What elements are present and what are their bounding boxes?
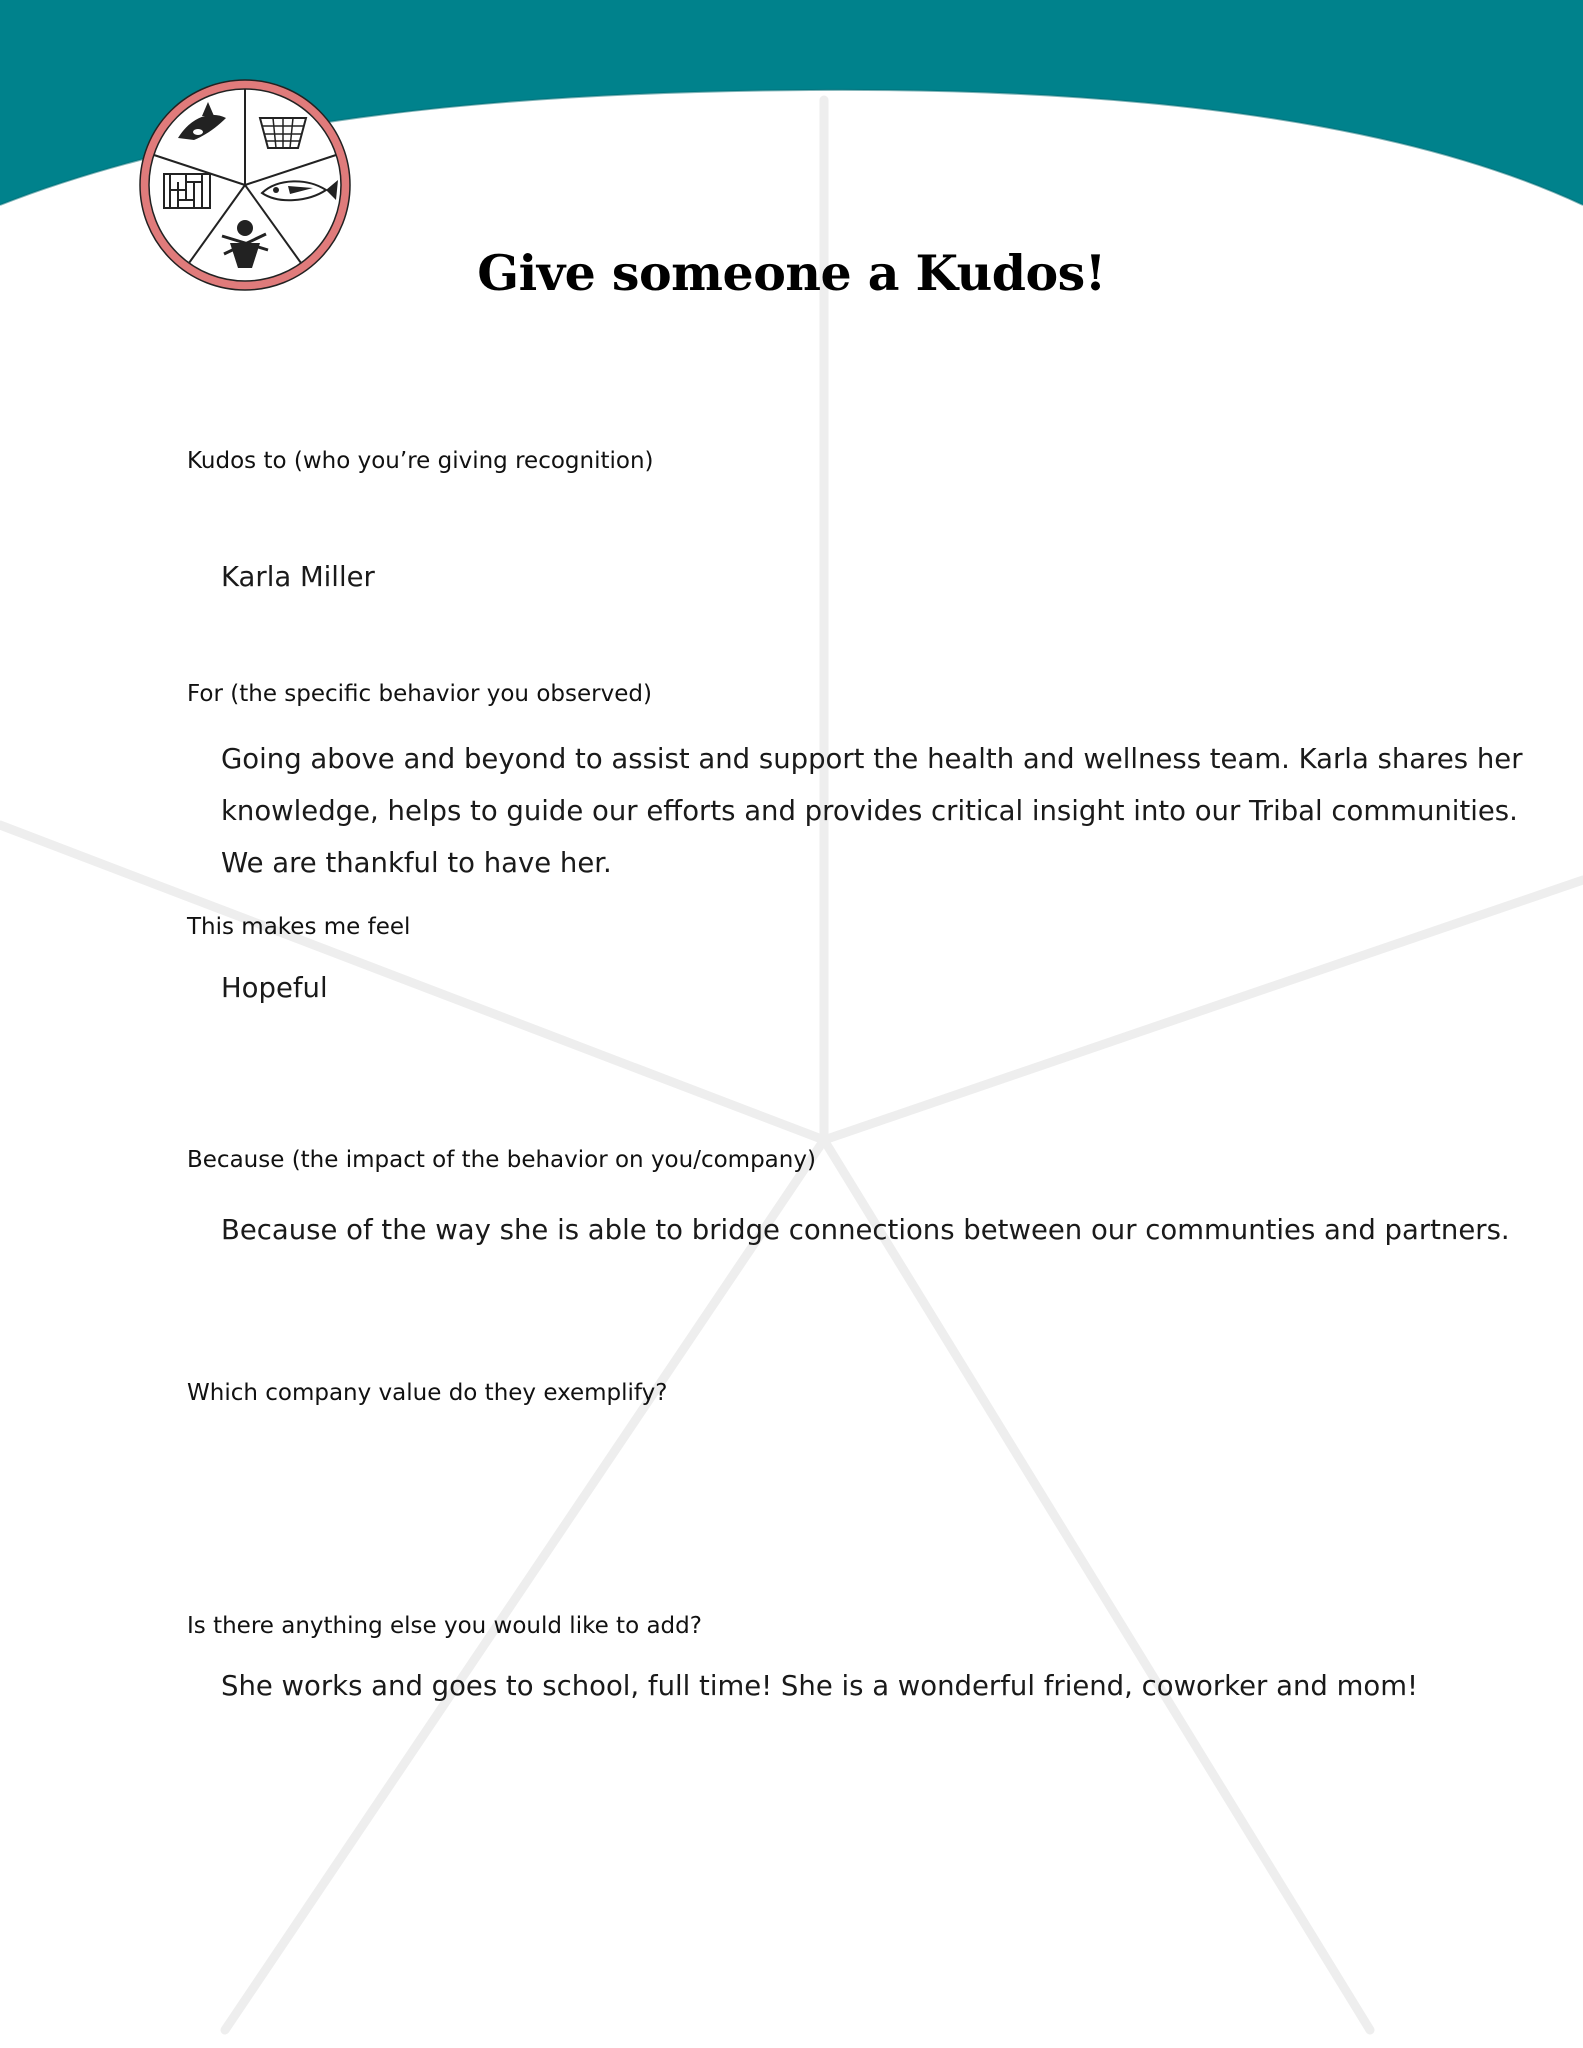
behavior-answer-line: Going above and beyond to assist and support the health and wellness team. Karla shares her [221,743,1523,775]
behavior-answer-line: knowledge, helps to guide our efforts and provides critical insight into our Tribal communities. [221,795,1518,827]
behavior-label: For (the specific behavior you observed) [187,681,652,707]
weave-pattern-icon [164,174,210,208]
behavior-answer-line: We are thankful to have her. [221,847,612,879]
basket-icon [260,118,306,148]
kudos-to-label: Kudos to (who you’re giving recognition) [187,448,654,474]
impact-label: Because (the impact of the behavior on you/company) [187,1147,816,1173]
page-title: Give someone a Kudos! [477,244,1106,302]
additional-answer: She works and goes to school, full time! She is a wonderful friend, coworker and mom! [221,1670,1419,1702]
kudos-to-answer: Karla Miller [221,561,375,593]
impact-answer: Because of the way she is able to bridge connections between our communties and partners. [221,1214,1510,1246]
company-value-label: Which company value do they exemplify? [187,1380,668,1406]
behavior-answer [221,733,1523,889]
additional-label: Is there anything else you would like to add? [187,1613,702,1639]
feeling-answer: Hopeful [221,972,328,1004]
feeling-label: This makes me feel [187,914,411,940]
